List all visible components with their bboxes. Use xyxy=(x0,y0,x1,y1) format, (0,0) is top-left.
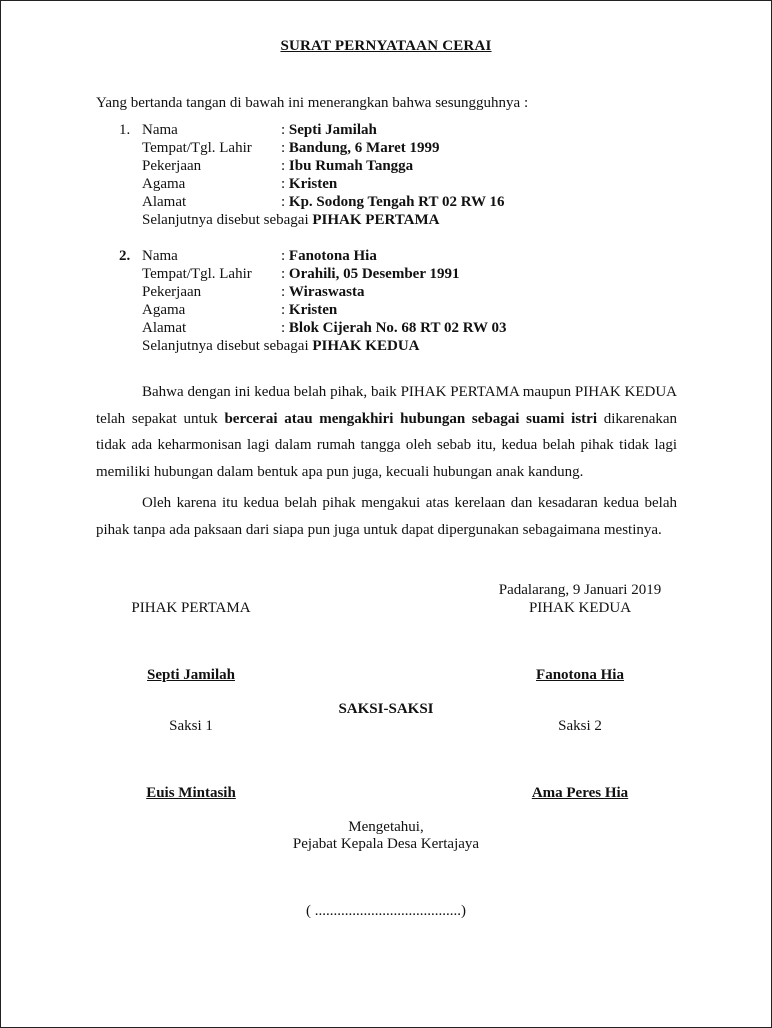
party2-value-address: : Blok Cijerah No. 68 RT 02 RW 03 xyxy=(281,320,507,336)
party1-label-birth: Tempat/Tgl. Lahir xyxy=(142,140,252,156)
intro-text: Yang bertanda tangan di bawah ini menerangkan bahwa sesungguhnya : xyxy=(96,95,529,111)
party2-label-religion: Agama xyxy=(142,302,186,318)
signature-right-role: PIHAK KEDUA xyxy=(528,600,632,616)
signature-left-role: PIHAK PERTAMA xyxy=(131,600,251,616)
party1-label-job: Pekerjaan xyxy=(142,158,202,174)
acknowledged-text: Mengetahui, xyxy=(348,819,424,835)
party2-label-name: Nama xyxy=(142,248,178,264)
witness2-name-wrap xyxy=(480,784,680,802)
party2-label-birth: Tempat/Tgl. Lahir xyxy=(142,266,252,282)
party1-label-address: Alamat xyxy=(142,194,187,210)
signature-left-name: Septi Jamilah xyxy=(147,667,235,683)
party2-continue: Selanjutnya disebut sebagai PIHAK KEDUA xyxy=(142,338,420,354)
party1-value-name: : Septi Jamilah xyxy=(281,122,377,138)
witness2-name: Ama Peres Hia xyxy=(531,785,629,801)
party1-continue: Selanjutnya disebut sebagai PIHAK PERTAMA xyxy=(142,212,440,228)
party2-label-address: Alamat xyxy=(142,320,187,336)
document-title: SURAT PERNYATAAN CERAI xyxy=(280,38,492,54)
party1-label-name: Nama xyxy=(142,122,178,138)
party2-label-job: Pekerjaan xyxy=(142,284,202,300)
party1-label-religion: Agama xyxy=(142,176,186,192)
party2-value-job: : Wiraswasta xyxy=(281,284,365,300)
witness1-label: Saksi 1 xyxy=(169,718,213,734)
party2-value-birth: : Orahili, 05 Desember 1991 xyxy=(281,266,460,282)
party1-value-religion: : Kristen xyxy=(281,176,338,192)
agreement-paragraph: Bahwa dengan ini kedua belah pihak, baik PIHAK PERTAMA maupun PIHAK KEDUA telah sepakat untuk bercerai atau mengakhiri hubungan sebagai suami istri dikarenakan tidak ada keharmonisan lagi dalam rumah tangga oleh sebab itu, kedua belah pihak tidak lagi memiliki hubungan dalam bentuk apa pun juga, kecuali hubungan anak kandung. xyxy=(96,384,678,480)
official-signature-blank: ( .......................................) xyxy=(306,903,466,919)
party1-value-job: : Ibu Rumah Tangga xyxy=(281,158,414,174)
witness-heading: SAKSI-SAKSI xyxy=(338,701,434,717)
place-date: Padalarang, 9 Januari 2019 xyxy=(498,582,662,598)
official-title: Pejabat Kepala Desa Kertajaya xyxy=(292,836,480,852)
party1-value-address: : Kp. Sodong Tengah RT 02 RW 16 xyxy=(281,194,505,210)
party2-value-religion: : Kristen xyxy=(281,302,338,318)
witness2-label: Saksi 2 xyxy=(558,718,602,734)
signature-right-name-wrap xyxy=(480,666,680,684)
witness1-name: Euis Mintasih xyxy=(146,785,236,801)
consent-paragraph: Oleh karena itu kedua belah pihak mengakui atas kerelaan dan kesadaran kedua belah pihak tanpa ada paksaan dari siapa pun juga untuk dapat dipergunakan sebagaimana mestinya. xyxy=(96,495,677,538)
party2-value-name: : Fanotona Hia xyxy=(281,248,377,264)
party2-number: 2. xyxy=(119,248,131,264)
signature-right-name: Fanotona Hia xyxy=(536,667,624,683)
signature-left-name-wrap xyxy=(91,666,291,684)
party1-number: 1. xyxy=(119,122,131,138)
party1-value-birth: : Bandung, 6 Maret 1999 xyxy=(281,140,440,156)
witness1-name-wrap xyxy=(91,784,291,802)
